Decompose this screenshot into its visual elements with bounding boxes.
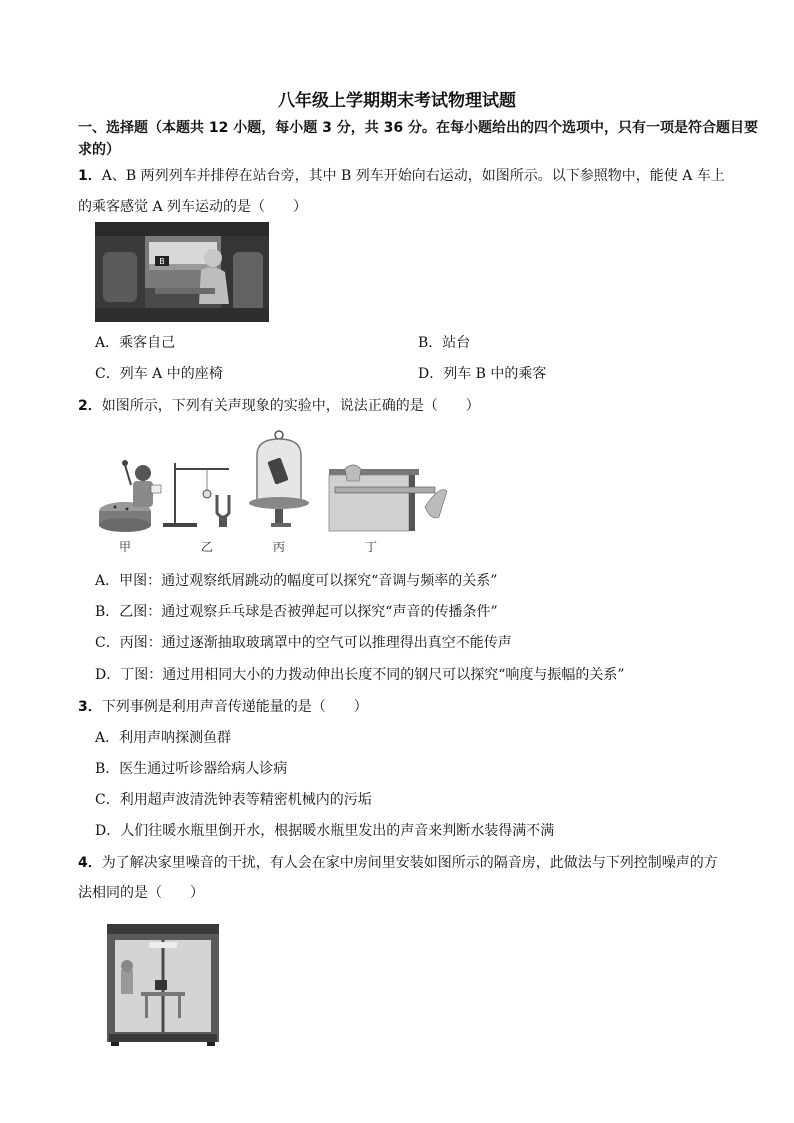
q2-option-a[interactable]: A．甲图：通过观察纸屑跳动的幅度可以探究“音调与频率的关系” (95, 573, 498, 589)
soundproof-booth-photo (95, 910, 231, 1048)
question-text: A、B 两列列车并排停在站台旁，其中 B 列车开始向右运动，如图所示。以下参照物中，能使 A 车上 (101, 168, 725, 184)
train-window-photo (95, 222, 269, 322)
question-text: 下列事例是利用声音传递能量的是（ ） (101, 699, 368, 715)
train-b-label: B (159, 257, 165, 266)
q3-option-b[interactable]: B．医生通过听诊器给病人诊病 (95, 761, 288, 777)
figure-label-ding: 丁 (364, 540, 378, 554)
figure-label-yi: 乙 (200, 540, 214, 554)
question-1-stem-line1 (78, 165, 725, 185)
q1-option-d[interactable]: D．列车 B 中的乘客 (418, 366, 547, 382)
question-3-stem (78, 696, 368, 716)
bell-jar-experiment-figure (249, 431, 309, 527)
q2-option-c[interactable]: C．丙图：通过逐渐抽取玻璃罩中的空气可以推理得出真空不能传声 (95, 635, 512, 651)
question-number: 3． (78, 699, 102, 715)
question-number: 2． (78, 398, 102, 414)
drum-experiment-figure (99, 460, 161, 532)
figure-label-bing: 丙 (272, 540, 286, 554)
q1-option-a[interactable]: A．乘客自己 (95, 335, 176, 351)
question-number: 1． (78, 168, 102, 184)
q2-option-d[interactable]: D．丁图：通过用相同大小的力拨动伸出长度不同的钢尺可以探究“响度与振幅的关系” (95, 667, 625, 683)
q3-option-a[interactable]: A．利用声呐探测鱼群 (95, 730, 232, 746)
figure-label-jia: 甲 (118, 540, 132, 554)
q3-option-c[interactable]: C．利用超声波清洗钟表等精密机械内的污垢 (95, 792, 372, 808)
ruler-experiment-figure (329, 465, 447, 531)
page-title: 八年级上学期期末考试物理试题 (278, 91, 516, 111)
question-text: 为了解决家里噪音的干扰，有人会在家中房间里安装如图所示的隔音房，此做法与下列控制噪声的方 (101, 855, 718, 871)
question-4-stem-line1 (78, 852, 718, 872)
question-1-stem-line2: 的乘客感觉 A 列车运动的是（ ） (78, 199, 308, 215)
section-heading: 一、选择题（本题共 12 小题，每小题 3 分，共 36 分。在每小题给出的四个选项中，只有一项是符合题目要求的） (78, 120, 758, 158)
tuning-fork-experiment-figure (163, 463, 229, 527)
question-number: 4． (78, 855, 102, 871)
q3-option-d[interactable]: D．人们往暖水瓶里倒开水，根据暖水瓶里发出的声音来判断水装得满不满 (95, 823, 555, 839)
q1-option-c[interactable]: C．列车 A 中的座椅 (95, 366, 223, 382)
question-2-stem (78, 395, 480, 415)
question-4-stem-line2: 法相同的是（ ） (78, 885, 204, 901)
q2-option-b[interactable]: B．乙图：通过观察乒乓球是否被弹起可以探究“声音的传播条件” (95, 604, 498, 620)
q1-option-b[interactable]: B．站台 (418, 335, 471, 351)
question-text: 如图所示，下列有关声现象的实验中，说法正确的是（ ） (101, 398, 480, 414)
sound-experiments-figure (95, 425, 455, 555)
